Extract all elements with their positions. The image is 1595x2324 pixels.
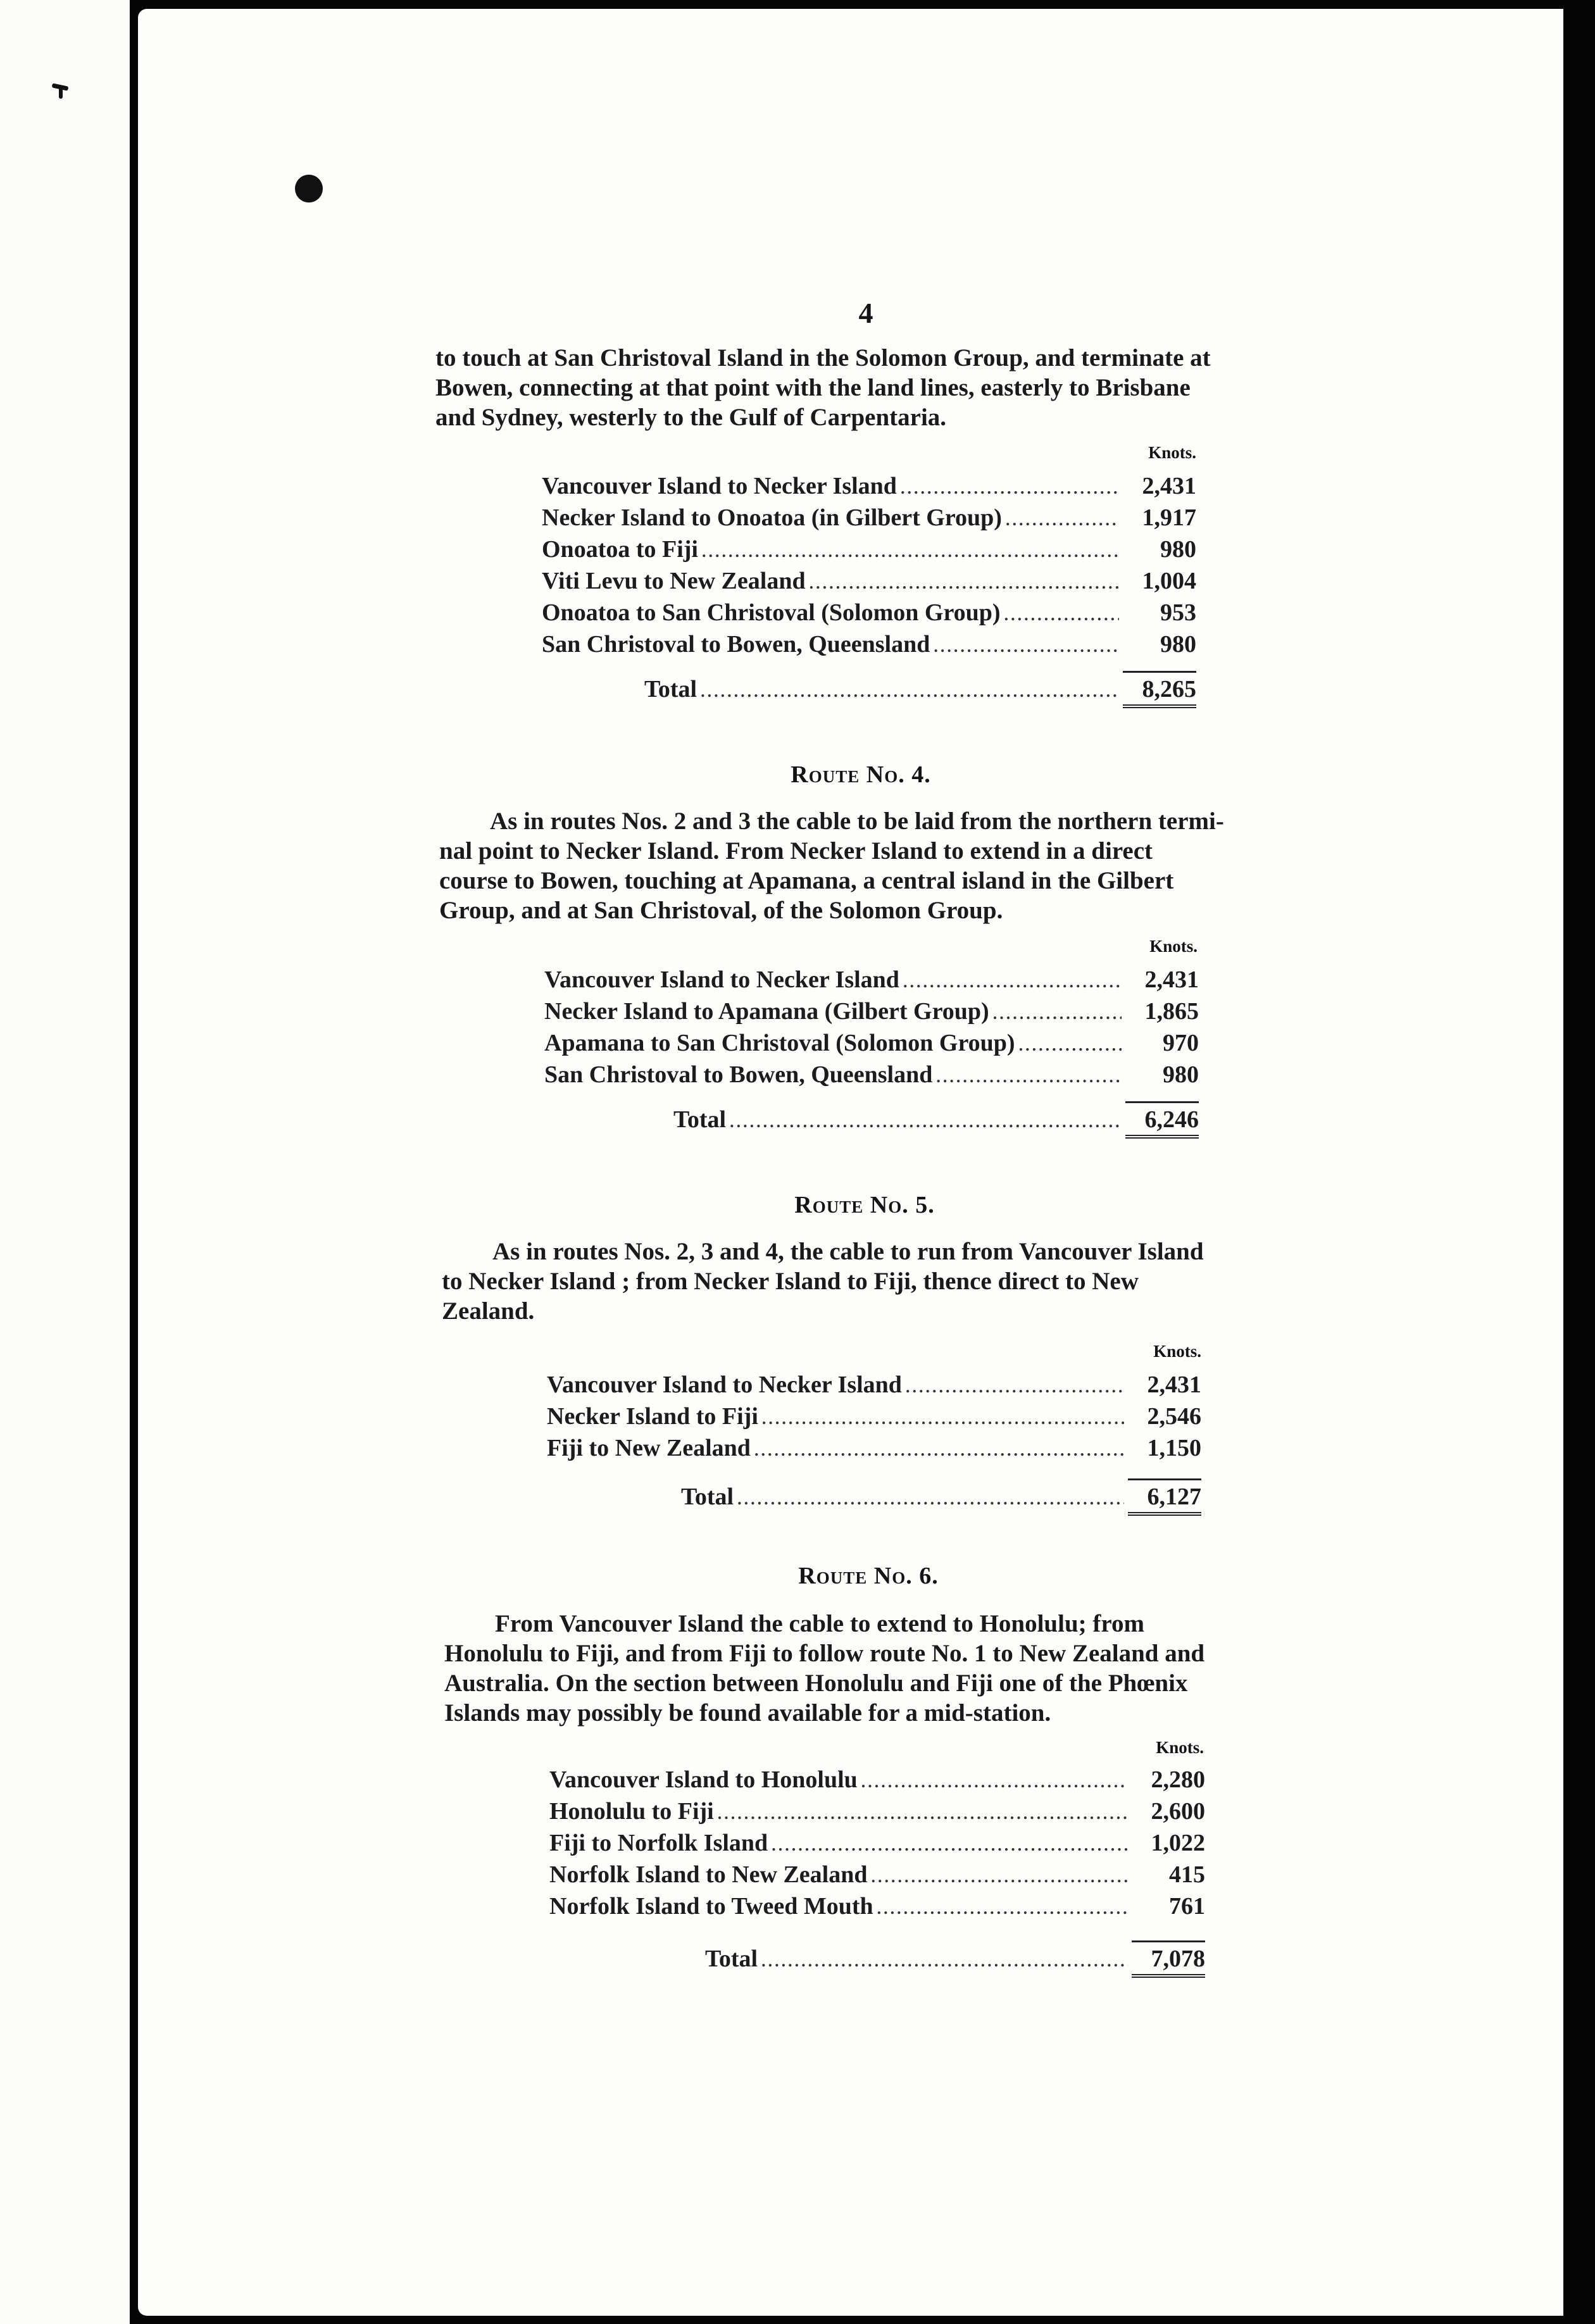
page-number: 4: [858, 297, 873, 329]
table-row: [544, 1029, 1199, 1061]
total-label: Total: [705, 1946, 758, 1972]
knots-value: 1,004: [1142, 568, 1196, 594]
route-segment: Vancouver Island to Necker Island: [547, 1371, 902, 1398]
route-6-line-1: From Vancouver Island the cable to extend to Honolulu; from: [495, 1610, 1144, 1637]
table-row: [544, 966, 1199, 997]
route-5-paragraph: [442, 1237, 1306, 1326]
route-segment: Fiji to Norfolk Island: [549, 1830, 768, 1856]
intro-line-3: and Sydney, westerly to the Gulf of Carpentaria.: [435, 404, 947, 431]
table-row: [542, 504, 1196, 535]
route-segment: San Christoval to Bowen, Queensland: [542, 631, 930, 658]
knots-value: 2,600: [1151, 1798, 1205, 1825]
route-segment: Necker Island to Fiji: [547, 1403, 758, 1430]
route-6-heading: Route No. 6.: [798, 1563, 939, 1589]
table-row: [547, 1434, 1201, 1466]
route-segment: Vancouver Island to Honolulu: [549, 1766, 858, 1793]
knots-column-header: Knots.: [1153, 1342, 1201, 1361]
total-label: Total: [673, 1106, 727, 1133]
total-row: [673, 1101, 1199, 1133]
total-value: 7,078: [1132, 1940, 1205, 1978]
total-value: 6,246: [1125, 1101, 1199, 1139]
knots-value: 980: [1160, 536, 1196, 563]
route-segment: Norfolk Island to New Zealand: [549, 1861, 868, 1888]
adjacent-page-edge: [0, 0, 130, 2324]
knots-value: 1,865: [1144, 998, 1199, 1025]
route-5-line-2: to Necker Island ; from Necker Island to Fiji, thence direct to New: [442, 1268, 1139, 1295]
route-segment: Vancouver Island to Necker Island: [542, 473, 897, 499]
knots-value: 2,431: [1144, 966, 1199, 993]
route-segment: Necker Island to Onoatoa (in Gilbert Group): [542, 504, 1002, 531]
knots-value: 953: [1160, 599, 1196, 626]
table-row: [542, 567, 1196, 599]
route-4-line-1: As in routes Nos. 2 and 3 the cable to be laid from the northern termi-: [490, 808, 1224, 835]
punch-hole: [295, 175, 323, 203]
route-segment: Necker Island to Apamana (Gilbert Group): [544, 998, 989, 1025]
table-row: [549, 1797, 1205, 1829]
table-row: [542, 472, 1196, 504]
knots-value: 761: [1169, 1893, 1205, 1920]
route-5-heading: Route No. 5.: [794, 1192, 935, 1218]
knots-value: 2,431: [1147, 1371, 1201, 1398]
knots-value: 1,022: [1151, 1830, 1205, 1856]
route-segment: San Christoval to Bowen, Queensland: [544, 1061, 933, 1088]
route-6-line-2: Honolulu to Fiji, and from Fiji to follow route No. 1 to New Zealand and: [444, 1640, 1205, 1667]
knots-column-header: Knots.: [1149, 937, 1198, 956]
total-row: [681, 1478, 1201, 1510]
total-label: Total: [681, 1484, 734, 1510]
total-label: Total: [644, 676, 697, 703]
table-row: [542, 535, 1196, 567]
table-row: [549, 1829, 1205, 1861]
table-row: [542, 599, 1196, 630]
total-row: [644, 671, 1196, 703]
route-segment: Norfolk Island to Tweed Mouth: [549, 1893, 873, 1920]
table-row: [549, 1861, 1205, 1892]
knots-value: 2,431: [1142, 473, 1196, 499]
table-row: [549, 1766, 1205, 1797]
knots-column-header: Knots.: [1156, 1738, 1204, 1757]
knots-value: 2,546: [1147, 1403, 1201, 1430]
route-4-paragraph: [439, 806, 1304, 925]
route-5-line-1: As in routes Nos. 2, 3 and 4, the cable to run from Vancouver Island: [492, 1238, 1204, 1265]
table-row: [549, 1892, 1205, 1924]
total-value: 6,127: [1128, 1478, 1201, 1516]
intro-line-2: Bowen, connecting at that point with the land lines, easterly to Brisbane: [435, 374, 1191, 401]
knots-value: 2,280: [1151, 1766, 1205, 1793]
route-4-line-4: Group, and at San Christoval, of the Solomon Group.: [439, 897, 1003, 924]
knots-value: 1,917: [1142, 504, 1196, 531]
route-segment: Vancouver Island to Necker Island: [544, 966, 899, 993]
route-segment: Onoatoa to Fiji: [542, 536, 698, 563]
knots-value: 980: [1160, 631, 1196, 658]
route-segment: Apamana to San Christoval (Solomon Group): [544, 1030, 1015, 1056]
knots-value: 980: [1163, 1061, 1199, 1088]
route-segment: Fiji to New Zealand: [547, 1435, 751, 1461]
total-row: [705, 1940, 1205, 1972]
ink-mark: [59, 87, 63, 99]
knots-value: 415: [1169, 1861, 1205, 1888]
route-segment: Viti Levu to New Zealand: [542, 568, 806, 594]
table-row: [544, 997, 1199, 1029]
route-4-line-3: course to Bowen, touching at Apamana, a central island in the Gilbert: [439, 867, 1174, 894]
intro-line-1: to touch at San Christoval Island in the Solomon Group, and terminate at: [435, 344, 1211, 372]
table-row: [547, 1403, 1201, 1434]
knots-value: 970: [1163, 1030, 1199, 1056]
total-value: 8,265: [1123, 671, 1196, 708]
table-row: [542, 630, 1196, 662]
route-4-line-2: nal point to Necker Island. From Necker Island to extend in a direct: [439, 837, 1153, 865]
route-5-line-3: Zealand.: [442, 1297, 535, 1325]
route-4-heading: Route No. 4.: [791, 761, 931, 788]
route-segment: Honolulu to Fiji: [549, 1798, 714, 1825]
route-6-paragraph: [444, 1609, 1309, 1728]
intro-paragraph: [435, 343, 1300, 432]
table-row: [544, 1061, 1199, 1092]
table-row: [547, 1371, 1201, 1403]
route-segment: Onoatoa to San Christoval (Solomon Group): [542, 599, 1001, 626]
route-6-line-4: Islands may possibly be found available for a mid-station.: [444, 1699, 1051, 1727]
knots-column-header: Knots.: [1148, 443, 1196, 462]
knots-value: 1,150: [1147, 1435, 1201, 1461]
route-6-line-3: Australia. On the section between Honolulu and Fiji one of the Phœnix: [444, 1670, 1188, 1697]
